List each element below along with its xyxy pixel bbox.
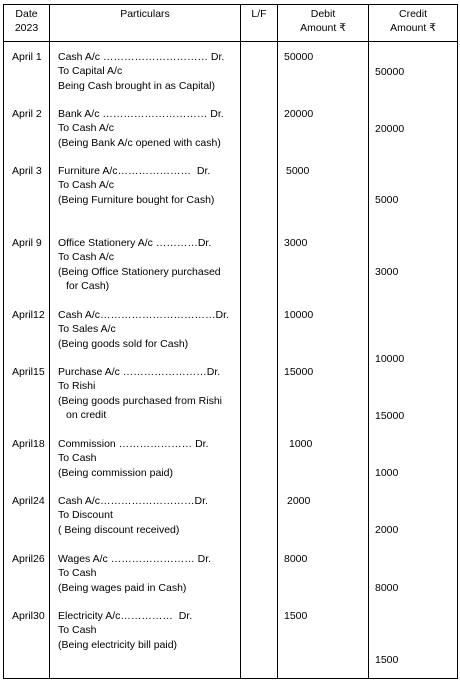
entry-credit-amount: 20000 xyxy=(375,123,405,135)
entry-date: April15 xyxy=(12,366,45,378)
entry-credit-account: To Cash xyxy=(58,567,97,580)
entry-credit-amount: 8000 xyxy=(375,582,399,594)
entry-narration: for Cash) xyxy=(66,279,110,292)
header-debit-unit: Amount ₹ xyxy=(300,22,346,34)
entry-debit-amount: 2000 xyxy=(287,495,311,507)
entry-credit-account: To Discount xyxy=(58,509,113,522)
entry-narration: (Being electricity bill paid) xyxy=(58,638,178,651)
entry-date: April26 xyxy=(12,553,45,565)
entry-narration: Being Cash brought in as Capital) xyxy=(58,79,216,92)
entry-debit-account: Purchase A/c ……………………Dr. xyxy=(58,366,221,378)
entry-credit-account: To Rishi xyxy=(58,380,96,393)
header-debit-label: Debit xyxy=(310,8,336,20)
entry-date: April30 xyxy=(12,610,45,622)
entry-debit-amount: 3000 xyxy=(284,237,308,249)
header-particulars: Particulars xyxy=(120,8,170,20)
column-divider xyxy=(240,5,241,678)
entry-debit-account: Cash A/c……………………………Dr. xyxy=(58,309,229,321)
entry-date: April 2 xyxy=(12,108,42,120)
entry-debit-account: Electricity A/c…………… Dr. xyxy=(58,610,193,622)
entry-credit-amount: 50000 xyxy=(375,66,405,78)
entry-date: April18 xyxy=(12,438,45,450)
entry-debit-account: Commission ………………… Dr. xyxy=(58,438,209,450)
entry-credit-account: To Cash xyxy=(58,452,97,465)
entry-narration: (Being Bank A/c opened with cash) xyxy=(58,136,221,149)
entry-debit-amount: 8000 xyxy=(284,553,308,565)
entry-credit-amount: 3000 xyxy=(375,266,399,278)
entry-narration: (Being goods sold for Cash) xyxy=(58,337,189,350)
entry-debit-amount: 50000 xyxy=(284,51,314,63)
entry-date: April24 xyxy=(12,495,45,507)
entry-debit-amount: 20000 xyxy=(284,108,314,120)
entry-narration: (Being Furniture bought for Cash) xyxy=(58,193,215,206)
entry-debit-account: Cash A/c ………………………… Dr. xyxy=(58,51,225,63)
entry-narration: (Being wages paid in Cash) xyxy=(58,581,187,594)
header-debit xyxy=(278,7,368,35)
column-divider xyxy=(277,5,278,678)
entry-credit-account: To Capital A/c xyxy=(58,65,123,78)
header-credit-unit: Amount ₹ xyxy=(390,22,436,34)
entry-narration: (Being Office Stationery purchased xyxy=(58,265,221,278)
entry-debit-amount: 15000 xyxy=(284,366,314,378)
entry-debit-amount: 5000 xyxy=(286,165,310,177)
entry-credit-account: To Cash A/c xyxy=(58,251,115,264)
entry-debit-amount: 1000 xyxy=(289,438,313,450)
entry-credit-amount: 10000 xyxy=(375,353,405,365)
entry-credit-account: To Cash A/c xyxy=(58,179,115,192)
entry-credit-account: To Sales A/c xyxy=(58,323,116,336)
entry-narration: (Being commission paid) xyxy=(58,466,173,479)
entry-debit-account: Bank A/c ………………………… Dr. xyxy=(58,108,224,120)
entry-debit-account: Wages A/c …………………… Dr. xyxy=(58,553,212,565)
entry-narration: (Being goods purchased from Rishi xyxy=(58,394,223,407)
journal-table xyxy=(3,4,458,679)
header-credit-label: Credit xyxy=(398,8,427,20)
entry-credit-account: To Cash xyxy=(58,624,97,637)
entry-debit-account: Cash A/c………………………Dr. xyxy=(58,495,208,507)
entry-narration: ( Being discount received) xyxy=(58,523,180,536)
entry-credit-account: To Cash A/c xyxy=(58,122,115,135)
entry-narration: on credit xyxy=(66,408,107,421)
entry-date: April12 xyxy=(12,309,45,321)
header-divider xyxy=(4,41,457,42)
entry-credit-amount: 15000 xyxy=(375,410,405,422)
entry-credit-amount: 5000 xyxy=(375,194,399,206)
entry-date: April 1 xyxy=(12,51,42,63)
column-divider xyxy=(49,5,50,678)
column-divider xyxy=(368,5,369,678)
entry-date: April 9 xyxy=(12,237,42,249)
entry-credit-amount: 1000 xyxy=(375,467,399,479)
entry-debit-amount: 10000 xyxy=(284,309,314,321)
entry-debit-amount: 1500 xyxy=(284,610,308,622)
header-credit xyxy=(369,7,457,35)
entry-credit-amount: 2000 xyxy=(375,524,399,536)
entry-credit-amount: 1500 xyxy=(375,654,399,666)
entry-debit-account: Furniture A/c………………… Dr. xyxy=(58,165,211,177)
header-date xyxy=(4,7,49,35)
entry-date: April 3 xyxy=(12,165,42,177)
header-date-year: 2023 xyxy=(14,22,39,34)
header-lf: L/F xyxy=(251,8,267,20)
header-date-label: Date xyxy=(15,8,38,20)
entry-debit-account: Office Stationery A/c …………Dr. xyxy=(58,237,212,249)
